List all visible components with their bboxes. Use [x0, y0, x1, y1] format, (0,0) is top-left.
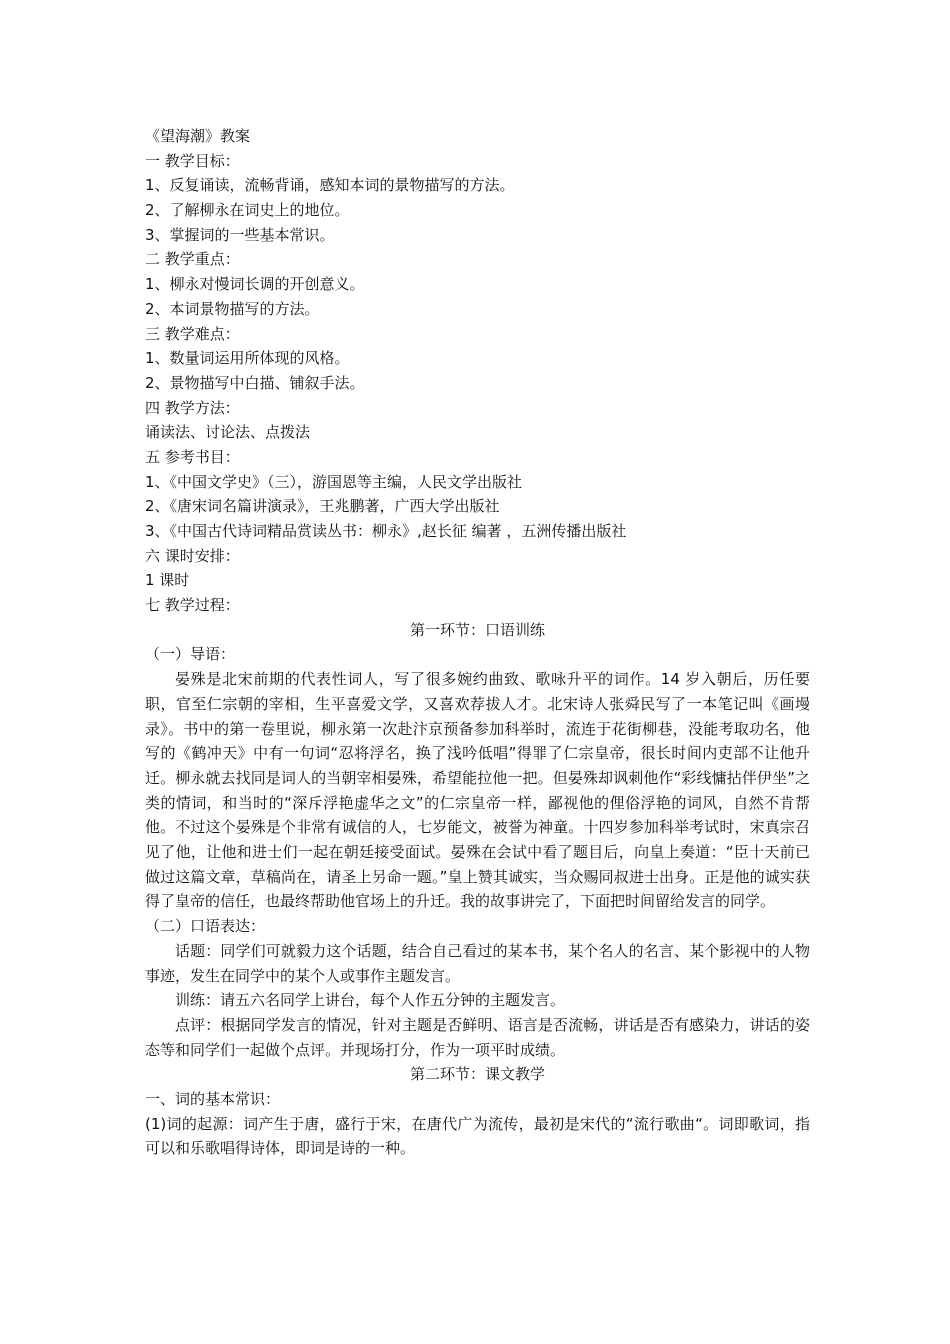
section-heading-difficulties: 三 教学难点：: [145, 324, 240, 343]
list-item: 1、柳永对慢词长调的开创意义。: [145, 275, 365, 294]
paragraph-introduction: 晏殊是北宋前期的代表性词人，写了很多婉约曲致、歌咏升平的词作。14 岁入朝后，历任要职，官至仁宗朝的宰相，生平喜爱文学，又喜欢荐拔人才。北宋诗人张舜民写了一本笔记叫《画墁录》。书中的第一卷里说，柳永第一次赴汴京预备参加科举时，流连于花街柳巷，没能考取功名，他写的《鹤冲天》中有一句词“忍将浮名，换了浅吟低唱”得罪了仁宗皇帝，很长时间内吏部不让他升迁。柳永就去找同是词人的当朝宰相晏殊，希望能拉他一把。但晏殊却讽刺他作“彩线慵拈伴伊坐”之类的情词，和当时的“深斥浮艳虚华之文”的仁宗皇帝一样，鄙视他的俚俗浮艳的词风，自然不肯帮他。不过这个晏殊是个非常有诚信的人，七岁能文，被誉为神童。十四岁参加科举考试时，宋真宗召见了他，让他和进士们一起在朝廷接受面试。晏殊在会试中看了题目后，向皇上奏道：“臣十天前已做过这篇文章，草稿尚在，请圣上另命一题。”皇上赞其诚实，当众赐同叔进士出身。正是他的诚实获得了皇帝的信任，也最终帮助他官场上的升迁。我的故事讲完了，下面把时间留给发言的同学。: [145, 670, 810, 911]
section-heading-process: 七 教学过程：: [145, 596, 240, 615]
document-title: 《望海潮》教案: [145, 127, 251, 145]
section-heading-objectives: 一 教学目标：: [145, 151, 240, 170]
part-title-oral-training: 第一环节：口语训练: [409, 620, 545, 639]
subheading-basic-knowledge: 一、词的基本常识：: [145, 1090, 281, 1109]
list-item: 2、《唐宋词名篇讲演录》，王兆鹏著，广西大学出版社: [145, 497, 500, 516]
part-title-text-teaching: 第二环节：课文教学: [409, 1065, 545, 1084]
section-heading-schedule: 六 课时安排：: [145, 546, 240, 565]
schedule-text: 1 课时: [145, 571, 190, 590]
list-item: 1、《中国文学史》（三），游国恩等主编，人民文学出版社: [145, 472, 523, 491]
list-item: 3、《中国古代诗词精品赏读丛书：柳永》,赵长征 编著 ，五洲传播出版社: [145, 522, 627, 540]
list-item: 2、本词景物描写的方法。: [145, 299, 320, 318]
paragraph-topic: 话题：同学们可就毅力这个话题，结合自己看过的某本书，某个名人的名言、某个影视中的人物事迹，发生在同学中的某个人或事作主题发言。: [145, 941, 810, 985]
list-item: 2、了解柳永在词史上的地位。: [145, 201, 350, 220]
section-heading-key-points: 二 教学重点：: [145, 250, 240, 269]
list-item: 3、掌握词的一些基本常识。: [145, 225, 335, 244]
subheading-introduction: （一）导语：: [145, 645, 236, 664]
list-item: 1、反复诵读，流畅背诵，感知本词的景物描写的方法。: [145, 176, 515, 195]
paragraph-origin: (1)词的起源：词产生于唐，盛行于宋，在唐代广为流传，最初是宋代的“流行歌曲“。词即歌词，指可以和乐歌唱得诗体，即词是诗的一种。: [145, 1114, 810, 1158]
list-item: 2、景物描写中白描、铺叙手法。: [145, 373, 365, 392]
subheading-oral-expression: （二）口语表达：: [145, 917, 266, 936]
section-heading-references: 五 参考书目：: [145, 447, 240, 466]
methods-text: 诵读法、讨论法、点拨法: [145, 423, 311, 442]
section-heading-methods: 四 教学方法：: [145, 398, 240, 417]
list-item: 1、数量词运用所体现的风格。: [145, 349, 350, 368]
paragraph-training: 训练：请五六名同学上讲台，每个人作五分钟的主题发言。: [175, 991, 566, 1010]
document-page: [145, 124, 810, 1161]
paragraph-review: 点评：根据同学发言的情况，针对主题是否鲜明、语言是否流畅，讲话是否有感染力，讲话的姿态等和同学们一起做个点评。并现场打分，作为一项平时成绩。: [145, 1015, 810, 1059]
